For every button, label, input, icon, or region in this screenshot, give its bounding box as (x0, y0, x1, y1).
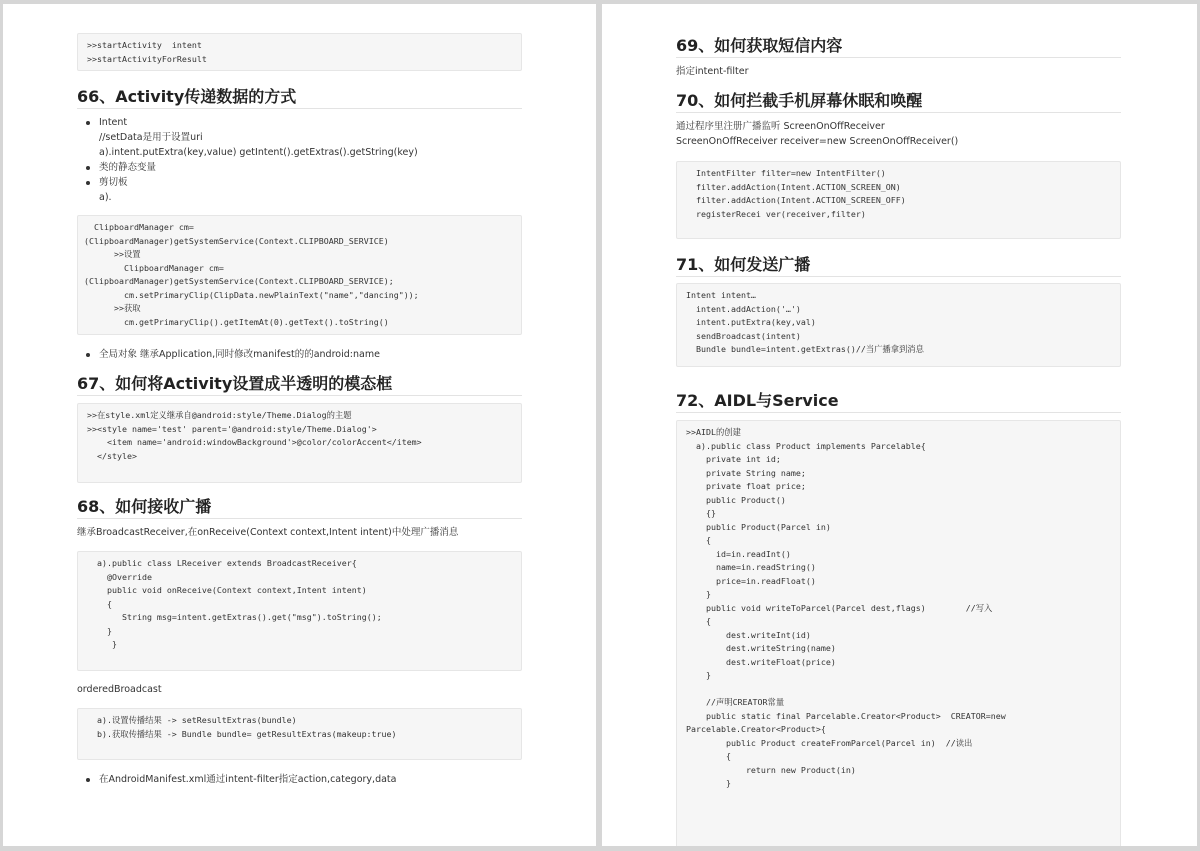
heading-70: 70、如何拦截手机屏幕休眠和唤醒 (676, 88, 1121, 113)
code-send-broadcast-text: Intent intent… intent.addAction('…') intent.putExtra(key,val) sendBroadcast(intent) Bundle bundle=intent.getExtras()//当广播拿到消息 (686, 290, 924, 354)
code-block-start-activity (77, 33, 522, 71)
heading-72: 72、AIDL与Service (676, 388, 1121, 413)
code-intent-filter-text: IntentFilter filter=new IntentFilter() filter.addAction(Intent.ACTION_SCREEN_ON) filter.addAction(Intent.ACTION_SCREEN_OFF) registerRecei ver(receiver,filter) (695, 168, 906, 219)
list-item: 类的静态变量 (77, 160, 418, 175)
heading-67: 67、如何将Activity设置成半透明的模态框 (77, 371, 522, 396)
paragraph-70a: 通过程序里注册广播监听 ScreenOnOffReceiver (676, 121, 885, 132)
right-page (602, 4, 1197, 846)
code-block-aidl (676, 420, 1121, 846)
paragraph-ordered-broadcast: orderedBroadcast (77, 684, 162, 695)
code-style-dialog-text: >>在style.xml定义继承自@android:style/Theme.Dialog的主题 >><style name='test' parent='@android:style/Theme.Dialog'> <item name='android:windowBackground'>@color/colorAccent</item> </style> (87, 410, 422, 461)
list-66 (77, 115, 418, 205)
list-item: 剪切板 (77, 175, 418, 190)
list-item: Intent (77, 115, 418, 130)
list-item: 全局对象 继承Application,同时修改manifest的的android:name (77, 347, 380, 362)
list-66b (77, 347, 380, 362)
heading-68: 68、如何接收广播 (77, 494, 522, 519)
code-block-ordered (77, 708, 522, 760)
code-ordered-text: a).设置传播结果 -> setResultExtras(bundle) b).获取传播结果 -> Bundle bundle= getResultExtras(makeup:true) (96, 715, 397, 739)
paragraph-68: 继承BroadcastReceiver,在onReceive(Context context,Intent intent)中处理广播消息 (77, 527, 459, 538)
list-item-continuation: a). (99, 192, 112, 203)
code-block-receiver (77, 551, 522, 671)
heading-66: 66、Activity传递数据的方式 (77, 84, 522, 109)
list-68b (77, 772, 396, 787)
heading-71: 71、如何发送广播 (676, 252, 1121, 277)
list-item-continuation: //setData是用于设置uri (99, 132, 203, 143)
code-aidl-text: >>AIDL的创建 a).public class Product implements Parcelable{ private int id; private String name; private float price; public Product() {} public Product(Parcel in) { id=in.readInt() name=in.readString() price=in.readFloat() } public void writeToParcel(Parcel dest,flags) //写入 { dest.writeInt(id) dest.writeString(name) dest.writeFloat(price) } //声明CREATOR常量 public static final Parcelable.Creator<Product> CREATOR=new Parcelable.Creator<Product>{ public Product createFromParcel(Parcel in) //读出 { return new Product(in) } (686, 427, 1006, 788)
code-block-clipboard (77, 215, 522, 335)
list-item: 在AndroidManifest.xml通过intent-filter指定action,category,data (77, 772, 396, 787)
code-block-intent-filter (676, 161, 1121, 239)
code-start-activity-text: >>startActivity intent >>startActivityForResult (87, 40, 207, 64)
list-item-continuation: a).intent.putExtra(key,value) getIntent().getExtras().getString(key) (99, 147, 418, 158)
paragraph-70b: ScreenOnOffReceiver receiver=new ScreenOnOffReceiver() (676, 136, 959, 147)
code-block-send-broadcast (676, 283, 1121, 367)
left-page (3, 4, 596, 846)
paragraph-69: 指定intent-filter (676, 66, 749, 77)
heading-69: 69、如何获取短信内容 (676, 33, 1121, 58)
code-block-style-dialog (77, 403, 522, 483)
code-clipboard-text: ClipboardManager cm= (ClipboardManager)getSystemService(Context.CLIPBOARD_SERVICE) >>设置 ClipboardManager cm= (ClipboardManager)getSystemService(Context.CLIPBOARD_SERVICE); cm.setPrimaryClip(ClipData.newPlainText("name","dancing")); >>获取 cm.getPrimaryClip().getItemAt(0).getText().toString() (84, 222, 419, 327)
code-receiver-text: a).public class LReceiver extends BroadcastReceiver{ @Override public void onReceive(Context context,Intent intent) { String msg=intent.getExtras().get("msg").toString(); } } (96, 558, 382, 649)
